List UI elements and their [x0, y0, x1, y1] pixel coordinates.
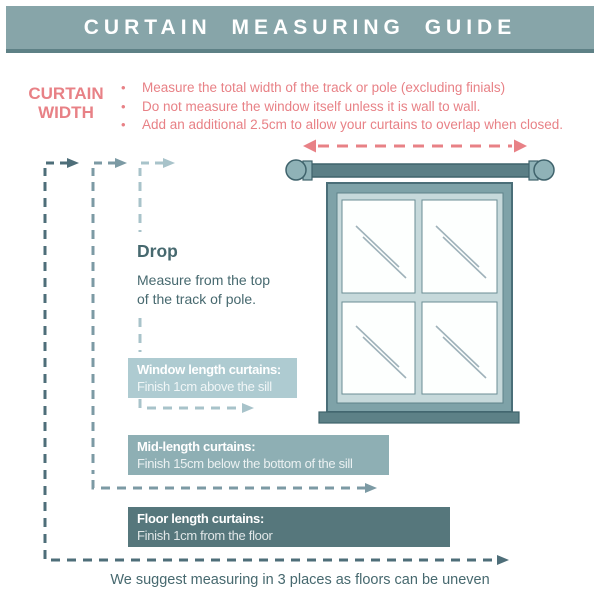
- drop-heading: Drop: [137, 241, 178, 261]
- drop-description-line1: Measure from the top: [137, 272, 271, 288]
- mid-length-box: [128, 435, 389, 475]
- width-measure-arrow: [303, 140, 527, 153]
- arrow-left-icon: [303, 140, 316, 153]
- pole-finial-right-icon: [534, 160, 554, 180]
- bullet-icon: •: [121, 98, 126, 114]
- pole-finial-left-icon: [286, 160, 306, 180]
- bullet-icon: •: [121, 80, 126, 95]
- mid-length-subtitle: Finish 15cm below the bottom of the sill: [137, 455, 353, 471]
- window-pane-top-right: [422, 200, 497, 293]
- floor-length-subtitle: Finish 1cm from the floor: [137, 527, 273, 543]
- bullet-text: Measure the total width of the track or pole (excluding finials): [142, 80, 506, 95]
- window-length-subtitle: Finish 1cm above the sill: [137, 378, 272, 394]
- arrow-right-icon: [514, 140, 527, 153]
- bullet-text: Do not measure the window itself unless it is wall to wall.: [142, 98, 481, 114]
- curtain-width-label-line2: WIDTH: [38, 103, 94, 122]
- window-sill: [319, 412, 519, 423]
- footer-note: We suggest measuring in 3 places as floors can be uneven: [110, 572, 490, 588]
- window-length-box: [128, 358, 297, 398]
- window-illustration: [319, 183, 519, 423]
- curtain-width-label-line1: CURTAIN: [28, 84, 104, 103]
- floor-length-title: Floor length curtains:: [137, 511, 265, 526]
- window-length-title: Window length curtains:: [137, 362, 281, 377]
- curtain-pole: [286, 160, 554, 180]
- mid-length-title: Mid-length curtains:: [137, 439, 256, 454]
- floor-length-box: [128, 507, 450, 547]
- drop-description-line2: of the track of pole.: [137, 291, 257, 307]
- page-title: CURTAIN MEASURING GUIDE: [83, 15, 517, 39]
- bullet-text: Add an additional 2.5cm to allow your curtains to overlap when closed.: [142, 117, 563, 132]
- bullet-icon: •: [121, 117, 126, 132]
